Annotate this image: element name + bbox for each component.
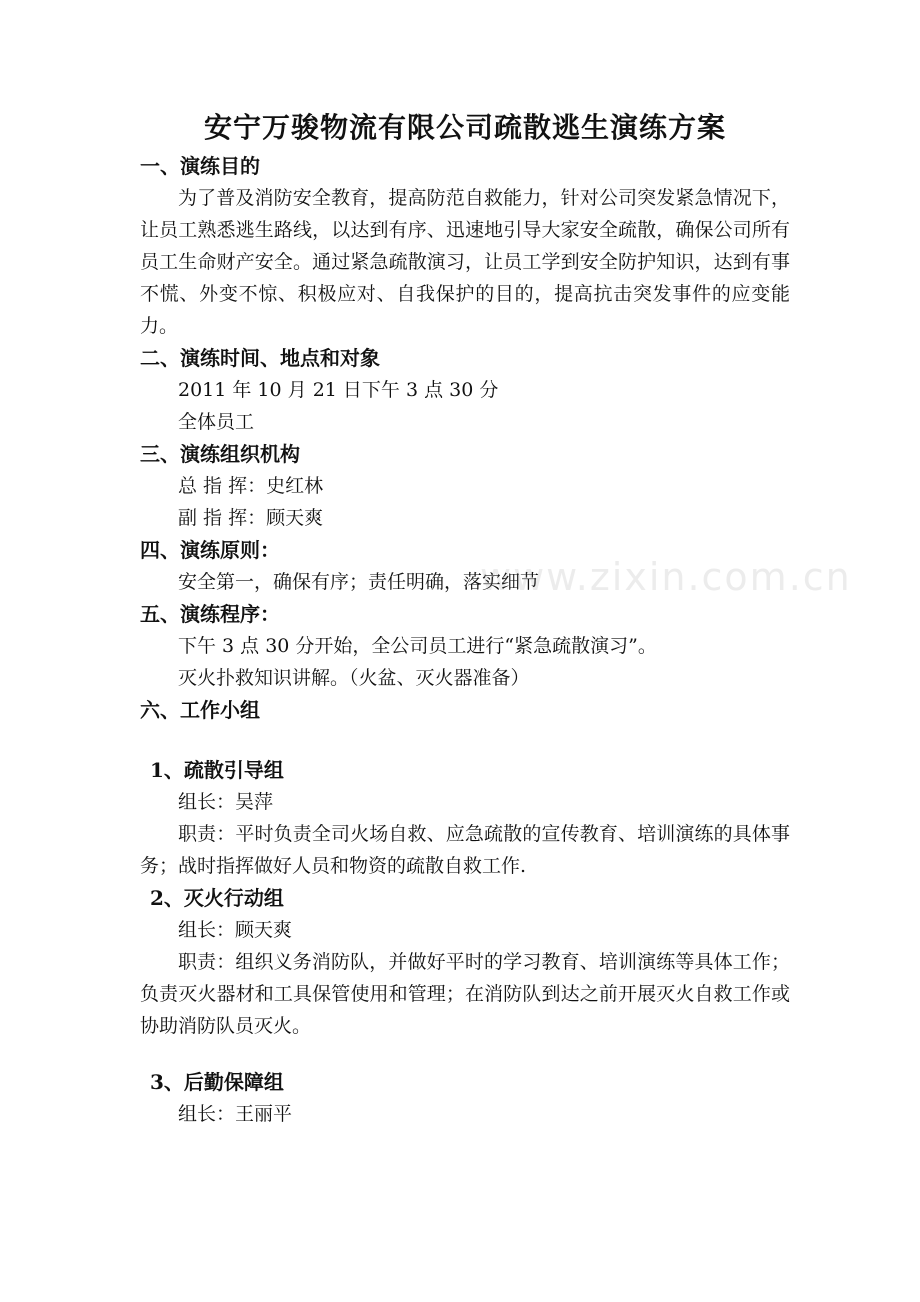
section-3-heading: 三、演练组织机构 — [140, 442, 300, 466]
spacer — [140, 1042, 790, 1066]
group-1-duty: 职责：平时负责全司火场自救、应急疏散的宣传教育、培训演练的具体事务；战时指挥做好人员和物资的疏散自救工作. — [140, 823, 790, 877]
group-2-leader: 组长：顾天爽 — [178, 919, 293, 941]
section-4-heading: 四、演练原则： — [140, 538, 280, 562]
drill-target: 全体员工 — [178, 411, 255, 433]
group-1-heading: 1、疏散引导组 — [150, 758, 284, 782]
document-title: 安宁万骏物流有限公司疏散逃生演练方案 — [203, 111, 726, 144]
procedure-step-1: 下午 3 点 30 分开始，全公司员工进行“紧急疏散演习”。 — [178, 635, 657, 657]
watermark: www.zixin.com.cn — [480, 555, 852, 599]
group-2-heading: 2、灭火行动组 — [150, 886, 284, 910]
deputy-commander: 副 指 挥：顾天爽 — [178, 507, 324, 529]
section-1-body: 为了普及消防安全教育，提高防范自救能力，针对公司突发紧急情况下，让员工熟悉逃生路线，以达到有序、迅速地引导大家安全疏散，确保公司所有员工生命财产安全。通过紧急疏散演习，让员工学到安全防护知识，达到有事不慌、外变不惊、积极应对、自我保护的目的，提高抗击突发事件的应变能力。 — [140, 187, 790, 337]
commander: 总 指 挥：史红林 — [178, 475, 324, 497]
section-4-body: 安全第一，确保有序；责任明确，落实细节 — [178, 571, 540, 593]
group-2-duty: 职责：组织义务消防队，并做好平时的学习教育、培训演练等具体工作；负责灭火器材和工具保管使用和管理；在消防队到达之前开展灭火自救工作或协助消防队员灭火。 — [140, 951, 790, 1037]
drill-time: 2011 年 10 月 21 日下午 3 点 30 分 — [178, 379, 499, 401]
spacer — [140, 726, 790, 754]
section-5-heading: 五、演练程序： — [140, 602, 280, 626]
section-1-heading: 一、演练目的 — [140, 154, 260, 178]
section-6-heading: 六、工作小组 — [140, 698, 260, 722]
group-3-leader: 组长：王丽平 — [178, 1103, 293, 1125]
group-3-heading: 3、后勤保障组 — [150, 1070, 284, 1094]
group-1-leader: 组长：吴萍 — [178, 791, 274, 813]
section-2-heading: 二、演练时间、地点和对象 — [140, 346, 380, 370]
procedure-step-2: 灭火扑救知识讲解。（火盆、灭火器准备） — [178, 667, 530, 689]
